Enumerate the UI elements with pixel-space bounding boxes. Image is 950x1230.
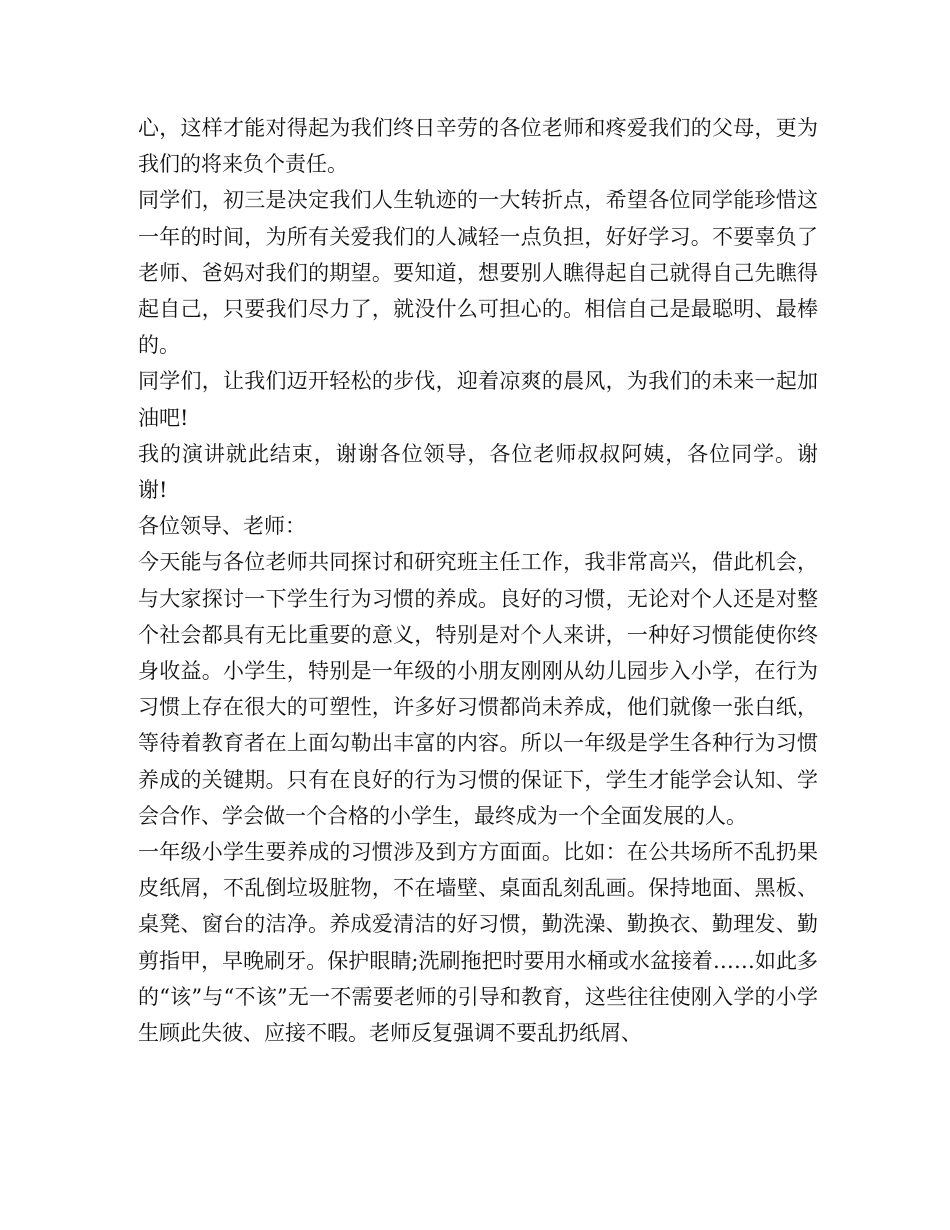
paragraph: 同学们，初三是决定我们人生轨迹的一大转折点，希望各位同学能珍惜这一年的时间，为所有关爱我们的人减轻一点负担，好好学习。不要辜负了老师、爸妈对我们的期望。要知道，想要别人瞧得起自己就得自己先瞧得起自己，只要我们尽力了，就没什么可担心的。相信自己是最聪明、最棒的。 xyxy=(138,188,818,358)
paragraph: 心，这样才能对得起为我们终日辛劳的各位老师和疼爱我们的父母，更为我们的将来负个责任。 xyxy=(138,116,818,177)
document-body xyxy=(138,110,818,1051)
paragraph: 各位领导、老师： xyxy=(138,514,306,539)
paragraph: 同学们，让我们迈开轻松的步伐，迎着凉爽的晨风，为我们的未来一起加油吧! xyxy=(138,369,818,430)
paragraph: 一年级小学生要养成的习惯涉及到方方面面。比如：在公共场所不乱扔果皮纸屑，不乱倒垃圾脏物，不在墙壁、桌面乱刻乱画。保持地面、黑板、桌凳、窗台的洁净。养成爱清洁的好习惯，勤洗澡、勤换衣、勤理发、勤剪指甲，早晚刷牙。保护眼睛;洗刷拖把时要用水桶或水盆接着……如此多的“该”与“不该”无一不需要老师的引导和教育，这些往往使刚入学的小学生顾此失彼、应接不暇。老师反复强调不要乱扔纸屑、 xyxy=(138,840,818,1046)
paragraph: 我的演讲就此结束，谢谢各位领导，各位老师叔叔阿姨，各位同学。谢谢! xyxy=(138,441,818,503)
paragraph: 今天能与各位老师共同探讨和研究班主任工作，我非常高兴，借此机会，与大家探讨一下学生行为习惯的养成。良好的习惯，无论对个人还是对整个社会都具有无比重要的意义，特别是对个人来讲，一种好习惯能使你终身收益。小学生，特别是一年级的小朋友刚刚从幼儿园步入小学，在行为习惯上存在很大的可塑性，许多好习惯都尚未养成，他们就像一张白纸，等待着教育者在上面勾勒出丰富的内容。所以一年级是学生各种行为习惯养成的关键期。只有在良好的行为习惯的保证下，学生才能学会认知、学会合作、学会做一个合格的小学生，最终成为一个全面发展的人。 xyxy=(138,550,818,828)
